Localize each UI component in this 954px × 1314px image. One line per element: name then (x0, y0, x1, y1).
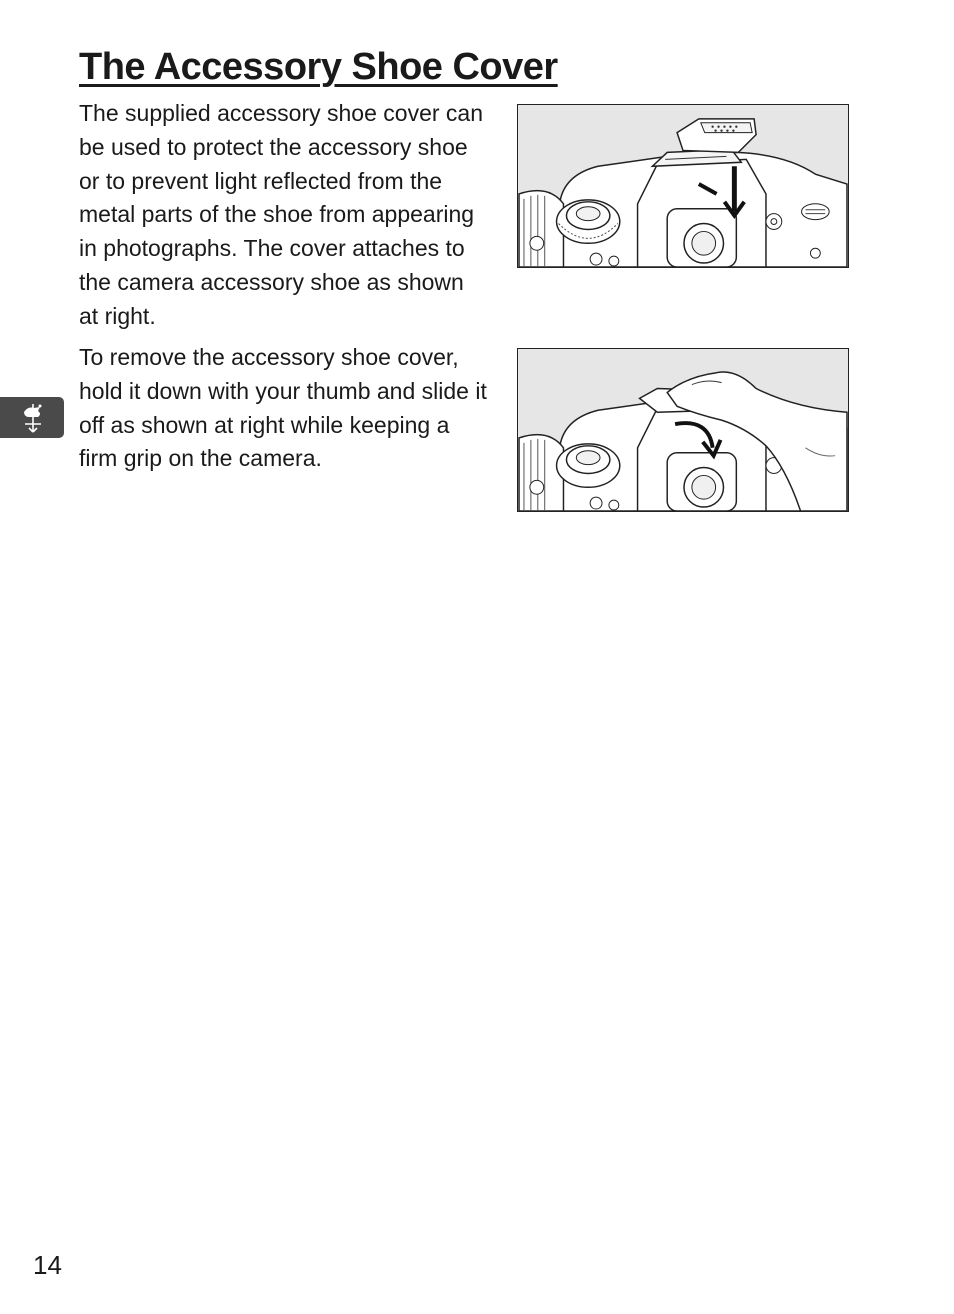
section-tab (0, 397, 64, 438)
weathervane-icon (20, 402, 46, 434)
camera-top-remove-illustration (518, 349, 848, 511)
paragraph-attach-text: The supplied accessory shoe cover can be used to protect the accessory shoe or to prevent light reflected from the metal parts of the shoe from appearing in photographs. The cover attaches to the camera accessory shoe as shown at right. (79, 100, 483, 329)
illustration-remove-shoe-cover (517, 348, 849, 512)
paragraph-remove-text: To remove the accessory shoe cover, hold it down with your thumb and slide it off as shown at right while keeping a firm grip on the camera. (79, 344, 487, 472)
camera-top-attach-illustration (518, 105, 848, 267)
page-title: The Accessory Shoe Cover (79, 46, 558, 88)
illustration-attach-shoe-cover (517, 104, 849, 268)
page-number: 14 (33, 1250, 62, 1280)
